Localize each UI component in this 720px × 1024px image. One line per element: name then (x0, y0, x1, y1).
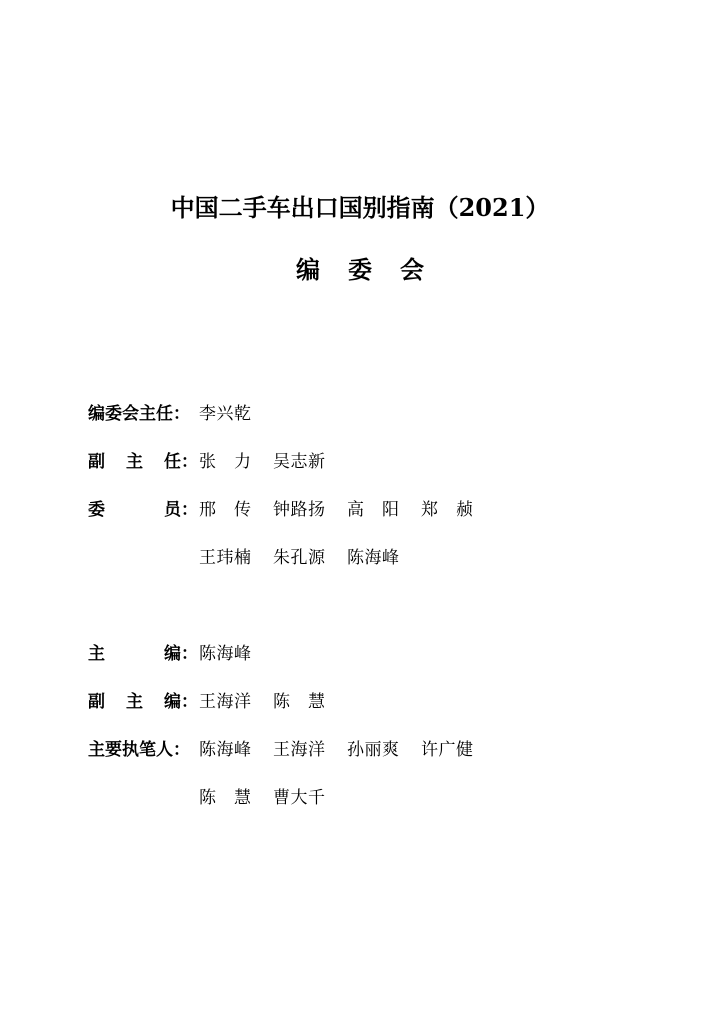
person-name: 陈 慧 (273, 692, 325, 712)
person-name: 陈海峰 (199, 644, 251, 664)
names-list (199, 497, 495, 523)
names-list (199, 545, 421, 571)
person-name: 吴志新 (273, 452, 325, 472)
person-name: 李兴乾 (199, 404, 251, 424)
person-name: 王海洋 (273, 740, 325, 760)
person-name: 郑 赪 (421, 500, 473, 520)
names-list (199, 785, 347, 811)
person-name: 陈海峰 (347, 548, 399, 568)
person-name: 王玮楠 (199, 548, 251, 568)
names-list (199, 401, 273, 427)
role-char: 任： (164, 452, 198, 472)
role-char: 副 (88, 452, 105, 472)
role-char: 委 (88, 500, 105, 520)
role-char: 编： (164, 644, 198, 664)
person-name: 王海洋 (199, 692, 251, 712)
role-label (88, 641, 198, 667)
role-char: 编： (164, 692, 198, 712)
person-name: 朱孔源 (273, 548, 325, 568)
names-list (199, 737, 495, 763)
role-label (88, 689, 198, 715)
person-name: 邢 传 (199, 500, 251, 520)
names-list (199, 449, 347, 475)
person-name: 高 阳 (347, 500, 399, 520)
person-name: 许广健 (421, 740, 473, 760)
person-name: 张 力 (199, 452, 251, 472)
role-label: 主要执笔人： (88, 740, 190, 760)
role-label (88, 449, 198, 475)
person-name: 陈海峰 (199, 740, 251, 760)
role-label: 编委会主任： (88, 404, 190, 424)
role-label (88, 497, 198, 523)
person-name: 孙丽爽 (347, 740, 399, 760)
person-name: 钟路扬 (273, 500, 325, 520)
person-name: 曹大千 (273, 788, 325, 808)
role-char: 员： (164, 500, 198, 520)
names-list (199, 689, 347, 715)
document-subtitle: 编委会 (296, 255, 452, 284)
names-list (199, 641, 273, 667)
role-char: 主 (126, 452, 143, 472)
role-char: 主 (126, 692, 143, 712)
person-name: 陈 慧 (199, 788, 251, 808)
document-title: 中国二手车出口国别指南（2021） (170, 193, 550, 222)
role-char: 主 (88, 644, 105, 664)
role-char: 副 (88, 692, 105, 712)
